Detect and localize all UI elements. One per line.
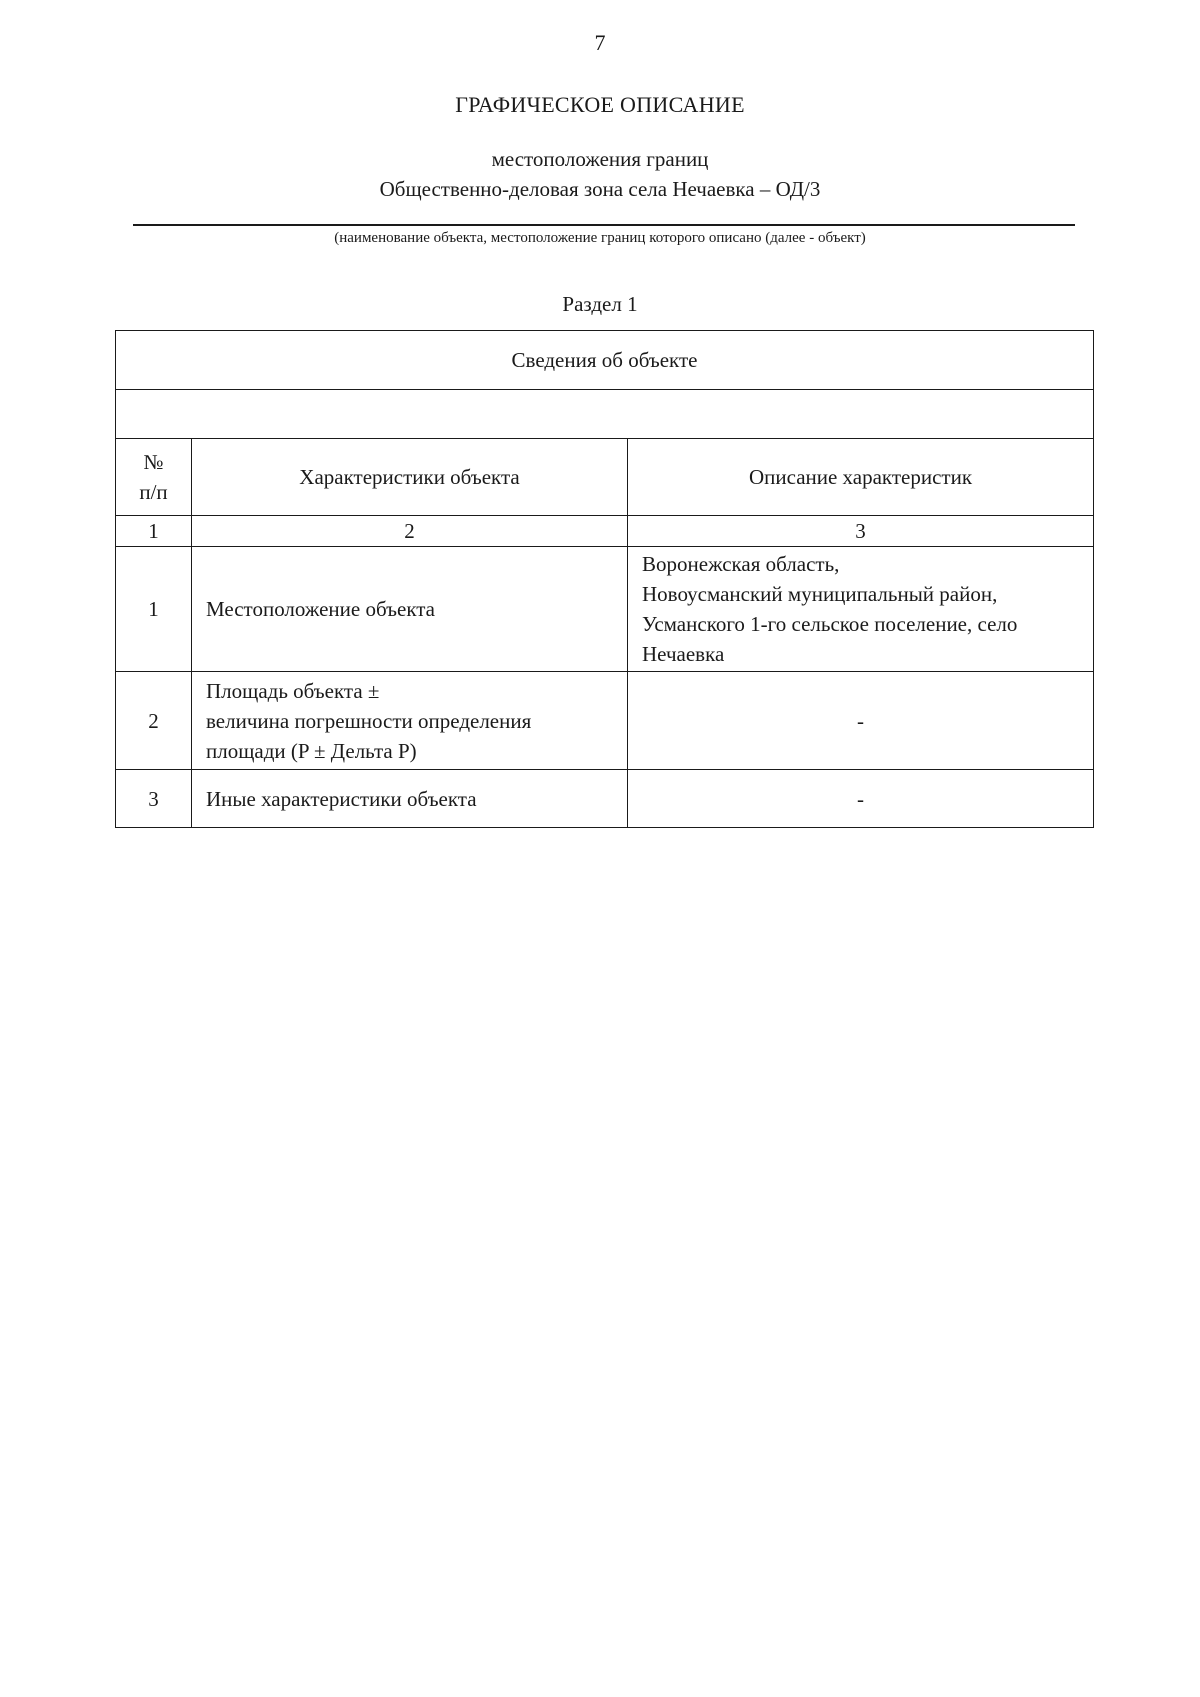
row-description: Воронежская область, Новоусманский муниципальный район, Усманского 1-го сельское поселение, село Нечаевка	[628, 547, 1094, 672]
row-number: 3	[116, 770, 192, 828]
row-description: -	[628, 770, 1094, 828]
column-index-1: 1	[116, 516, 192, 547]
column-index-row	[116, 516, 1094, 547]
table-empty-row	[116, 390, 1094, 439]
column-header-number: № п/п	[116, 439, 192, 516]
table-row	[116, 672, 1094, 770]
row-characteristic: Иные характеристики объекта	[192, 770, 628, 828]
document-subtitle-line-1: местоположения границ	[491, 147, 709, 171]
row-characteristic: Местоположение объекта	[192, 547, 628, 672]
table-header-row	[116, 439, 1094, 516]
row-number: 2	[116, 672, 192, 770]
row-number: 1	[116, 547, 192, 672]
row-description: -	[628, 672, 1094, 770]
column-index-3: 3	[628, 516, 1094, 547]
table-empty-cell	[116, 390, 1094, 439]
section-label: Раздел 1	[562, 292, 638, 316]
table-title: Сведения об объекте	[116, 331, 1094, 390]
table-row	[116, 770, 1094, 828]
document-title: ГРАФИЧЕСКОЕ ОПИСАНИЕ	[455, 92, 745, 117]
table-row	[116, 547, 1094, 672]
table-title-row	[116, 331, 1094, 390]
document-subtitle-line-2: Общественно-деловая зона села Нечаевка – ОД/3	[379, 177, 821, 201]
object-name-caption: (наименование объекта, местоположение границ которого описано (далее - объект)	[334, 230, 866, 246]
object-name-underline	[133, 224, 1075, 226]
page-number: 7	[594, 30, 606, 55]
object-info-table	[115, 330, 1094, 828]
row-characteristic: Площадь объекта ± величина погрешности определения площади (P ± Дельта P)	[192, 672, 628, 770]
column-index-2: 2	[192, 516, 628, 547]
column-header-characteristic: Характеристики объекта	[192, 439, 628, 516]
column-header-description: Описание характеристик	[628, 439, 1094, 516]
